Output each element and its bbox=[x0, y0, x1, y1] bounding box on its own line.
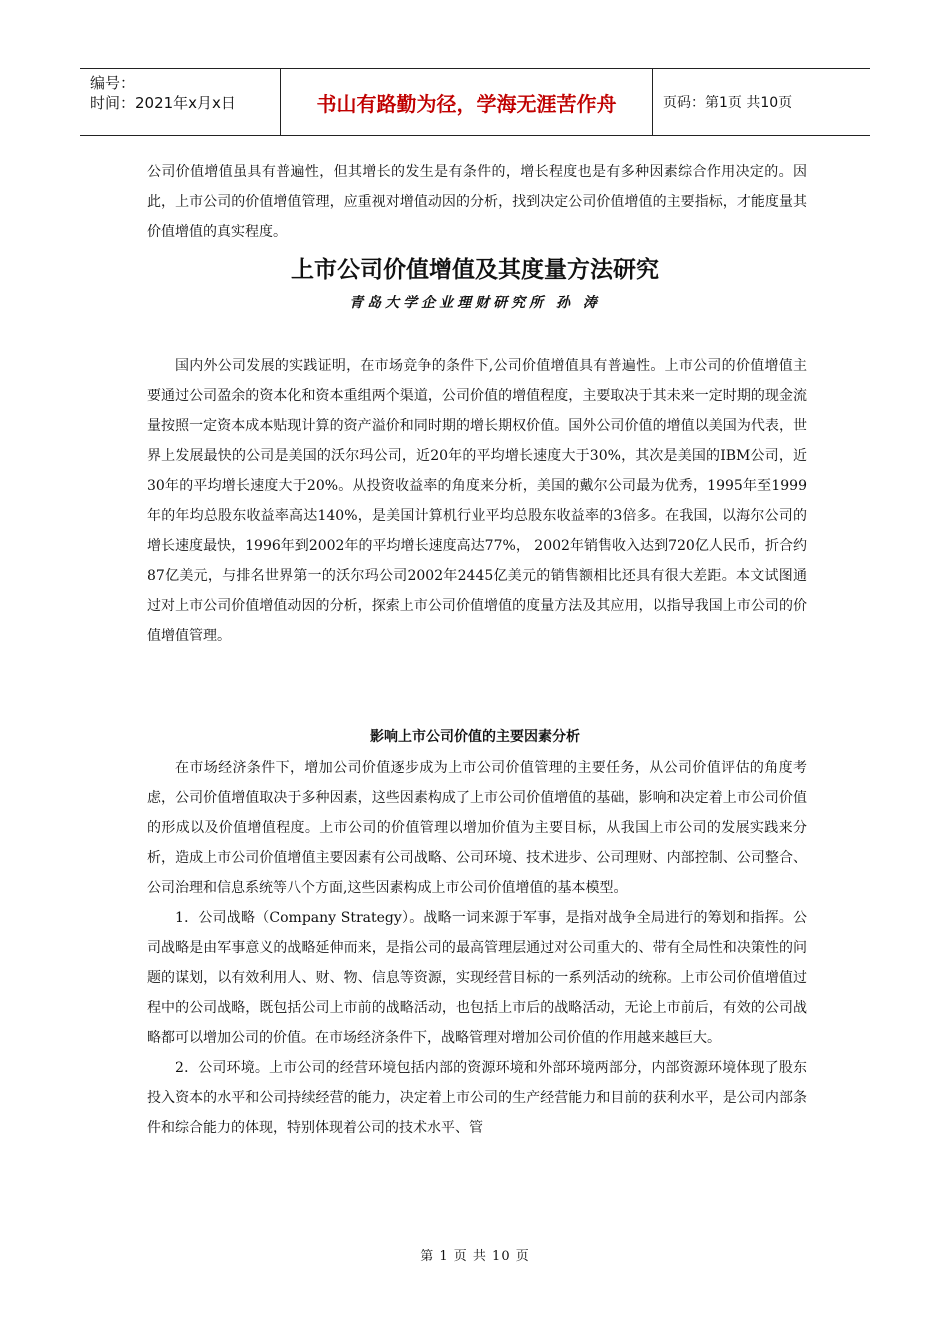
header-page-info: 页码：第1页 共10页 bbox=[663, 95, 793, 111]
article-title: 上市公司价值增值及其度量方法研究 bbox=[291, 257, 659, 283]
abstract-paragraph: 国内外公司发展的实践证明，在市场竞争的条件下,公司价值增值具有普遍性。上市公司的价值增值主要通过公司盈余的资本化和资本重组两个渠道，公司价值的增值程度，主要取决于其未来一定时期的现金流量按照一定资本成本贴现计算的资产溢价和同时期的增长期权价值。国外公司价值的增值以美国为代表，世界上发展最快的公司是美国的沃尔玛公司，近20年的平均增长速度大于30%，其次是美国的IBM公司，近30年的平均增长速度大于20%。从投资收益率的角度来分析，美国的戴尔公司最为优秀，1995年至1999年的年均总股东收益率高达140%，是美国计算机行业平均总股东收益率的3倍多。在我国，以海尔公司的增长速度最快，1996年到2002年的平均增长速度高达77%， 2002年销售收入达到720亿人民币，折合约87亿美元，与排名世界第一的沃尔玛公司2002年2445亿美元的销售额相比还具有很大差距。本文试图通过对上市公司价值增值动因的分析，探索上市公司价值增值的度量方法及其应用，以指导我国上市公司的价值增值管理。 bbox=[147, 358, 807, 644]
intro-paragraph: 公司价值增值虽具有普遍性，但其增长的发生是有条件的，增长程度也是有多种因素综合作用决定的。因此，上市公司的价值增值管理，应重视对增值动因的分析，找到决定公司价值增值的主要指标，才能度量其价值增值的真实程度。 bbox=[147, 164, 807, 240]
body-paragraph: 1．公司战略（Company Strategy）。战略一词来源于军事，是指对战争全局进行的筹划和指挥。公司战略是由军事意义的战略延伸而来，是指公司的最高管理层通过对公司重大的、带有全局性和决策性的问题的谋划，以有效利用人、财、物、信息等资源，实现经营目标的一系列活动的统称。上市公司价值增值过程中的公司战略，既包括公司上市前的战略活动，也包括上市后的战略活动，无论上市前后，有效的公司战略都可以增加公司的价值。在市场经济条件下，战略管理对增加公司价值的作用越来越巨大。 bbox=[147, 910, 807, 1046]
article-author: 青岛大学企业理财研究所 孙 涛 bbox=[349, 295, 601, 311]
document-date: 时间：2021年x月x日 bbox=[90, 94, 236, 112]
main-text-block bbox=[147, 753, 807, 1143]
document-number-label: 编号： bbox=[90, 74, 136, 92]
body-paragraph: 2．公司环境。上市公司的经营环境包括内部的资源环境和外部环境两部分，内部资源环境体现了股东投入资本的水平和公司持续经营的能力，决定着上市公司的生产经营能力和目前的获利水平，是公司内部条件和综合能力的体现，特别体现着公司的技术水平、管 bbox=[147, 1060, 807, 1136]
header-table bbox=[80, 68, 870, 136]
intro-paragraph-block bbox=[147, 157, 807, 247]
header-meta-cell bbox=[80, 69, 281, 135]
page-footer: 第 1 页 共 10 页 bbox=[420, 1249, 530, 1264]
section-heading: 影响上市公司价值的主要因素分析 bbox=[370, 729, 580, 745]
abstract-block bbox=[147, 351, 807, 651]
body-paragraph: 在市场经济条件下，增加公司价值逐步成为上市公司价值管理的主要任务，从公司价值评估的角度考虑，公司价值增值取决于多种因素，这些因素构成了上市公司价值增值的基础，影响和决定着上市公司价值的形成以及价值增值程度。上市公司的价值管理以增加价值为主要目标，从我国上市公司的发展实践来分析，造成上市公司价值增值主要因素有公司战略、公司环境、技术进步、公司理财、内部控制、公司整合、公司治理和信息系统等八个方面,这些因素构成上市公司价值增值的基本模型。 bbox=[147, 760, 807, 896]
header-motto: 书山有路勤为径，学海无涯苦作舟 bbox=[281, 69, 653, 135]
